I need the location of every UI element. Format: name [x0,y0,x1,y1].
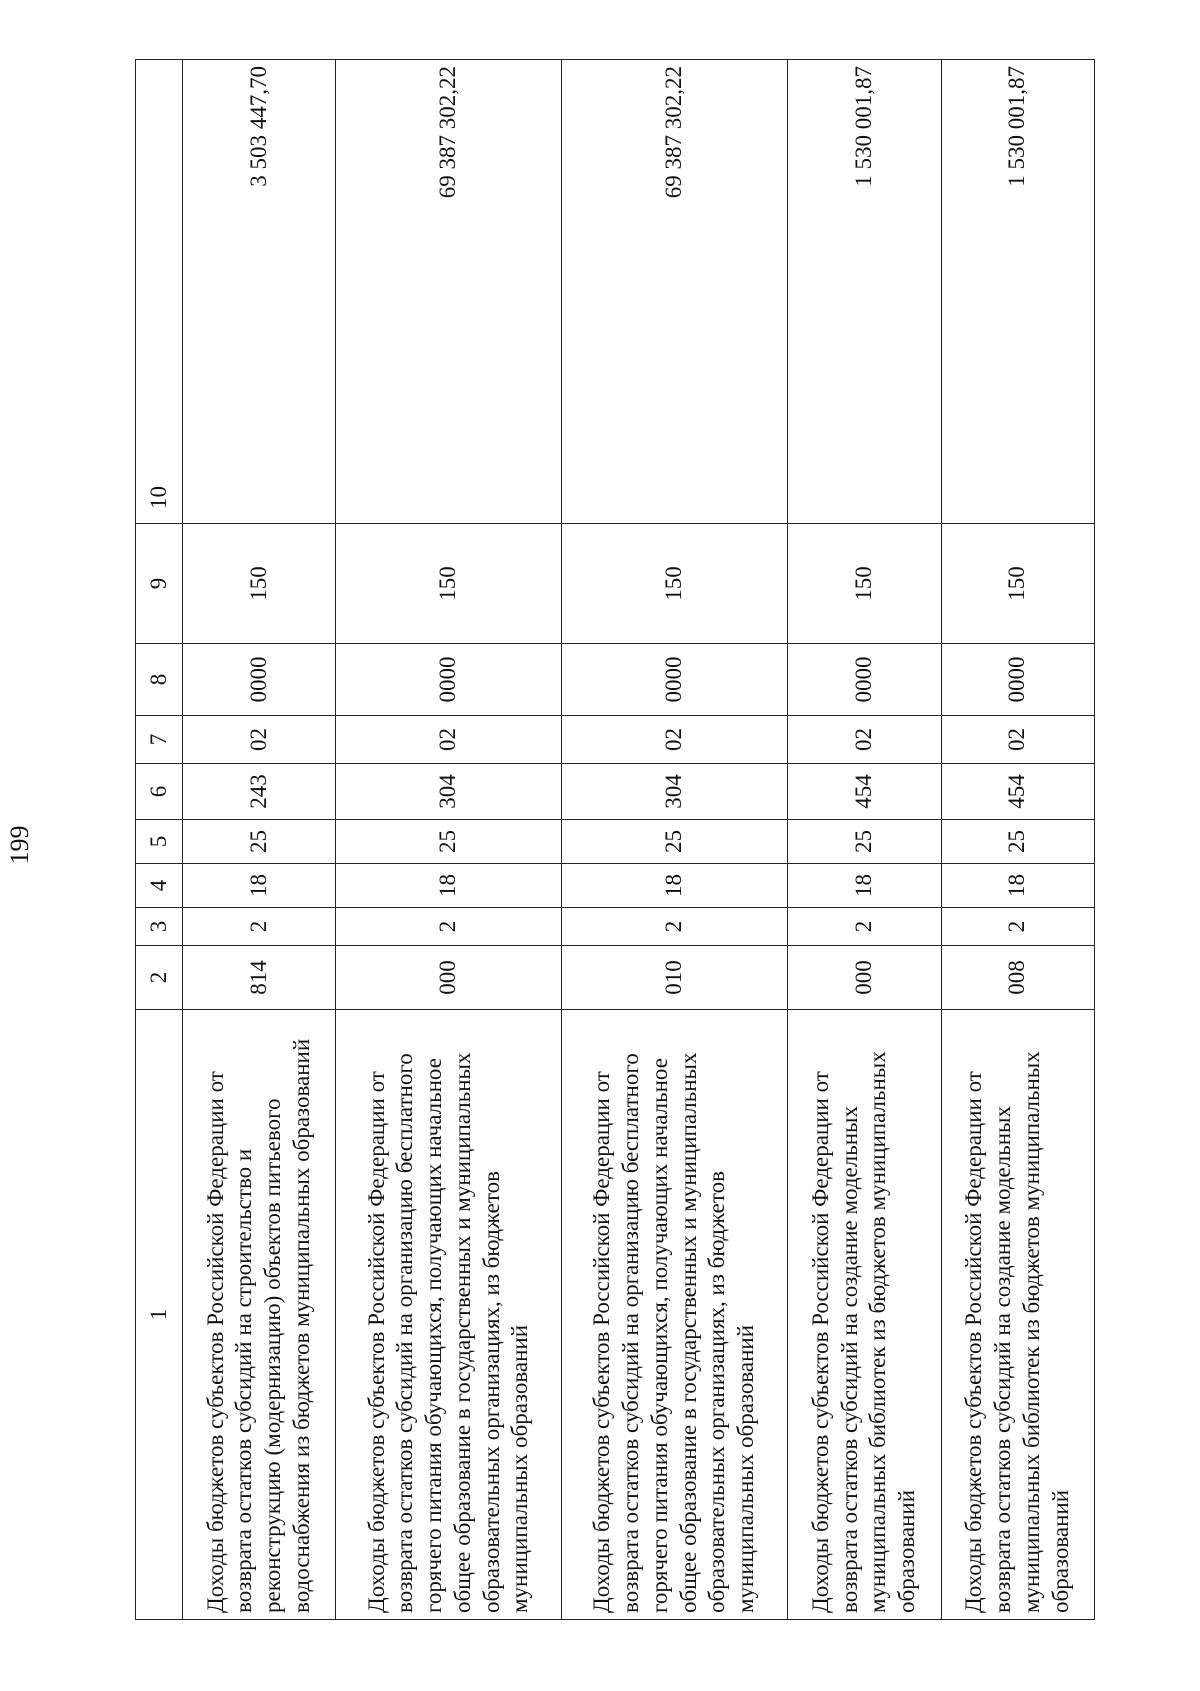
column-header: 3 [136,908,183,946]
table-container [135,60,1095,1620]
row-description: Доходы бюджетов субъектов Российской Федерации от возврата остатков субсидий на организацию бесплатного горячего питания обучающихся, получающих начальное общее образование в государственных и муниципальных образовательных организациях, из бюджетов муниципальных образований [336,1010,562,1620]
row-code: 2 [336,908,562,946]
column-header: 1 [136,1010,183,1620]
row-code: 150 [941,524,1095,644]
row-amount: 1 530 001,87 [788,60,941,524]
row-code: 2 [183,908,336,946]
row-code: 18 [183,864,336,908]
row-code: 25 [336,820,562,864]
row-code: 18 [336,864,562,908]
row-amount: 1 530 001,87 [941,60,1095,524]
column-header: 8 [136,644,183,716]
row-code: 150 [336,524,562,644]
column-header: 5 [136,820,183,864]
row-code: 02 [562,716,788,764]
row-code: 000 [788,946,941,1010]
row-code: 0000 [183,644,336,716]
row-description: Доходы бюджетов субъектов Российской Федерации от возврата остатков субсидий на организацию бесплатного горячего питания обучающихся, получающих начальное общее образование в государственных и муниципальных образовательных организациях, из бюджетов муниципальных образований [562,1010,788,1620]
row-code: 25 [562,820,788,864]
row-code: 02 [941,716,1095,764]
row-code: 814 [183,946,336,1010]
row-code: 454 [941,764,1095,820]
row-code: 008 [941,946,1095,1010]
row-code: 02 [788,716,941,764]
row-code: 25 [183,820,336,864]
row-code: 02 [336,716,562,764]
row-description: Доходы бюджетов субъектов Российской Федерации от возврата остатков субсидий на создание модельных муниципальных библиотек из бюджетов муниципальных образований [788,1010,941,1620]
table-row [562,60,788,1620]
row-code: 304 [336,764,562,820]
row-code: 25 [941,820,1095,864]
row-amount: 3 503 447,70 [183,60,336,524]
row-code: 454 [788,764,941,820]
table-row [183,60,336,1620]
table-header-row [136,60,183,1620]
row-code: 2 [562,908,788,946]
table-row [941,60,1095,1620]
row-code: 0000 [336,644,562,716]
row-code: 2 [941,908,1095,946]
column-header: 7 [136,716,183,764]
budget-revenue-table [135,59,1095,1620]
row-code: 0000 [562,644,788,716]
row-description: Доходы бюджетов субъектов Российской Федерации от возврата остатков субсидий на строительство и реконструкцию (модернизацию) объектов питьевого водоснабжения из бюджетов муниципальных образований [183,1010,336,1620]
row-code: 02 [183,716,336,764]
row-amount: 69 387 302,22 [562,60,788,524]
row-code: 304 [562,764,788,820]
row-code: 010 [562,946,788,1010]
row-code: 0000 [788,644,941,716]
page-number: 199 [5,825,34,865]
row-description: Доходы бюджетов субъектов Российской Федерации от возврата остатков субсидий на создание модельных муниципальных библиотек из бюджетов муниципальных образований [941,1010,1095,1620]
column-header: 2 [136,946,183,1010]
column-header: 4 [136,864,183,908]
row-code: 150 [562,524,788,644]
row-code: 150 [788,524,941,644]
row-code: 18 [788,864,941,908]
column-header: 10 [136,60,183,524]
column-header: 9 [136,524,183,644]
table-row [336,60,562,1620]
row-code: 243 [183,764,336,820]
row-code: 18 [941,864,1095,908]
row-code: 000 [336,946,562,1010]
row-code: 2 [788,908,941,946]
row-code: 18 [562,864,788,908]
row-amount: 69 387 302,22 [336,60,562,524]
row-code: 150 [183,524,336,644]
table-row [788,60,941,1620]
row-code: 0000 [941,644,1095,716]
row-code: 25 [788,820,941,864]
column-header: 6 [136,764,183,820]
